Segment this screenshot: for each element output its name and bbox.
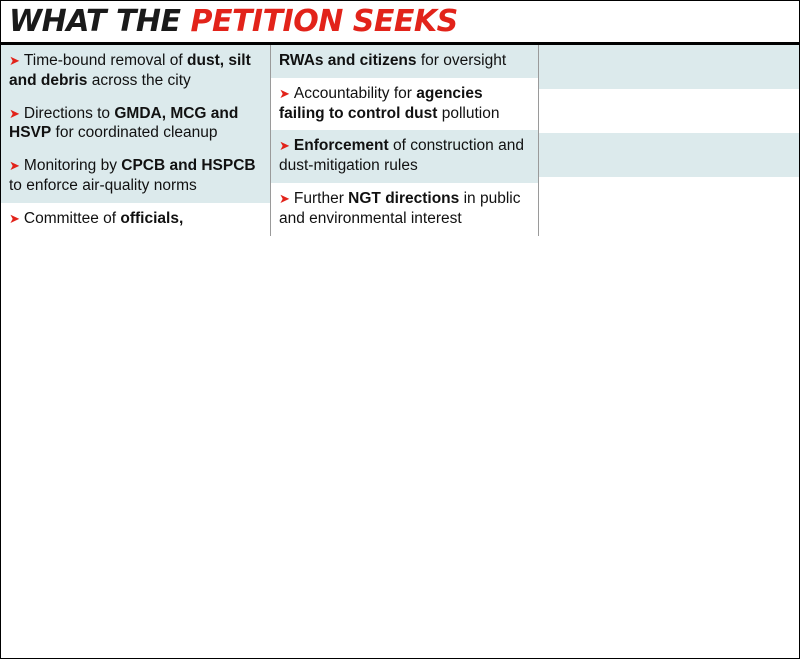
list-item-emphasis: agencies failing to control dust: [279, 84, 483, 122]
column-2: [271, 45, 539, 236]
list-item: [539, 45, 799, 89]
page-title: [9, 3, 458, 39]
arrow-bullet-icon: ➤: [279, 191, 290, 207]
list-item-text: Time-bound removal of: [23, 52, 188, 69]
list-item-text: across the city: [87, 71, 191, 89]
list-item-emphasis: dust, silt and debris: [9, 52, 251, 89]
page-title-red: PETITION SEEKS: [190, 3, 458, 39]
list-item-emphasis: NGT directions: [348, 190, 460, 208]
column-3: [539, 45, 799, 221]
arrow-bullet-icon: ➤: [9, 105, 20, 121]
page-title-black: WHAT THE: [9, 3, 191, 39]
list-item-emphasis: GMDA, MCG and HSVP: [9, 104, 239, 142]
arrow-bullet-icon: ➤: [279, 138, 290, 154]
list-item-text: Monitoring by: [23, 157, 122, 175]
list-item-text: Accountability for: [293, 84, 417, 102]
list-item-emphasis: RWAs and citizens: [279, 52, 417, 69]
list-item: [1, 203, 270, 236]
list-item: [539, 133, 799, 177]
list-item-text: pollution: [437, 104, 500, 122]
list-item: [1, 150, 270, 203]
list-item-text: Committee of: [23, 209, 121, 227]
list-item: [539, 89, 799, 133]
list-item: [271, 183, 538, 236]
list-item-emphasis: officials,: [120, 209, 184, 227]
arrow-bullet-icon: ➤: [9, 210, 20, 226]
list-item-text: to enforce air-quality norms: [9, 177, 197, 195]
list-item-emphasis: CPCB and HSPCB: [121, 157, 256, 175]
list-item: [271, 78, 538, 131]
column-1: [1, 45, 271, 236]
list-item-emphasis: Enforcement: [293, 137, 389, 155]
list-item-text: for oversight: [416, 52, 507, 69]
arrow-bullet-icon: ➤: [279, 85, 290, 101]
list-item-text: of construction and dust-mitigation rules: [279, 137, 524, 175]
list-item-text: Directions to: [23, 104, 115, 122]
list-item-text: in public and environmental interest: [279, 190, 521, 227]
arrow-bullet-icon: ➤: [9, 158, 20, 174]
list-item: [271, 130, 538, 183]
list-item-text: for coordinated cleanup: [51, 124, 218, 142]
list-item: [539, 177, 799, 221]
list-item: [271, 45, 538, 78]
header-bar: [1, 1, 799, 45]
content-columns: [1, 45, 799, 236]
list-item: [1, 98, 270, 151]
arrow-bullet-icon: ➤: [9, 53, 20, 68]
list-item: [1, 45, 270, 98]
list-item-text: Further: [293, 190, 349, 208]
